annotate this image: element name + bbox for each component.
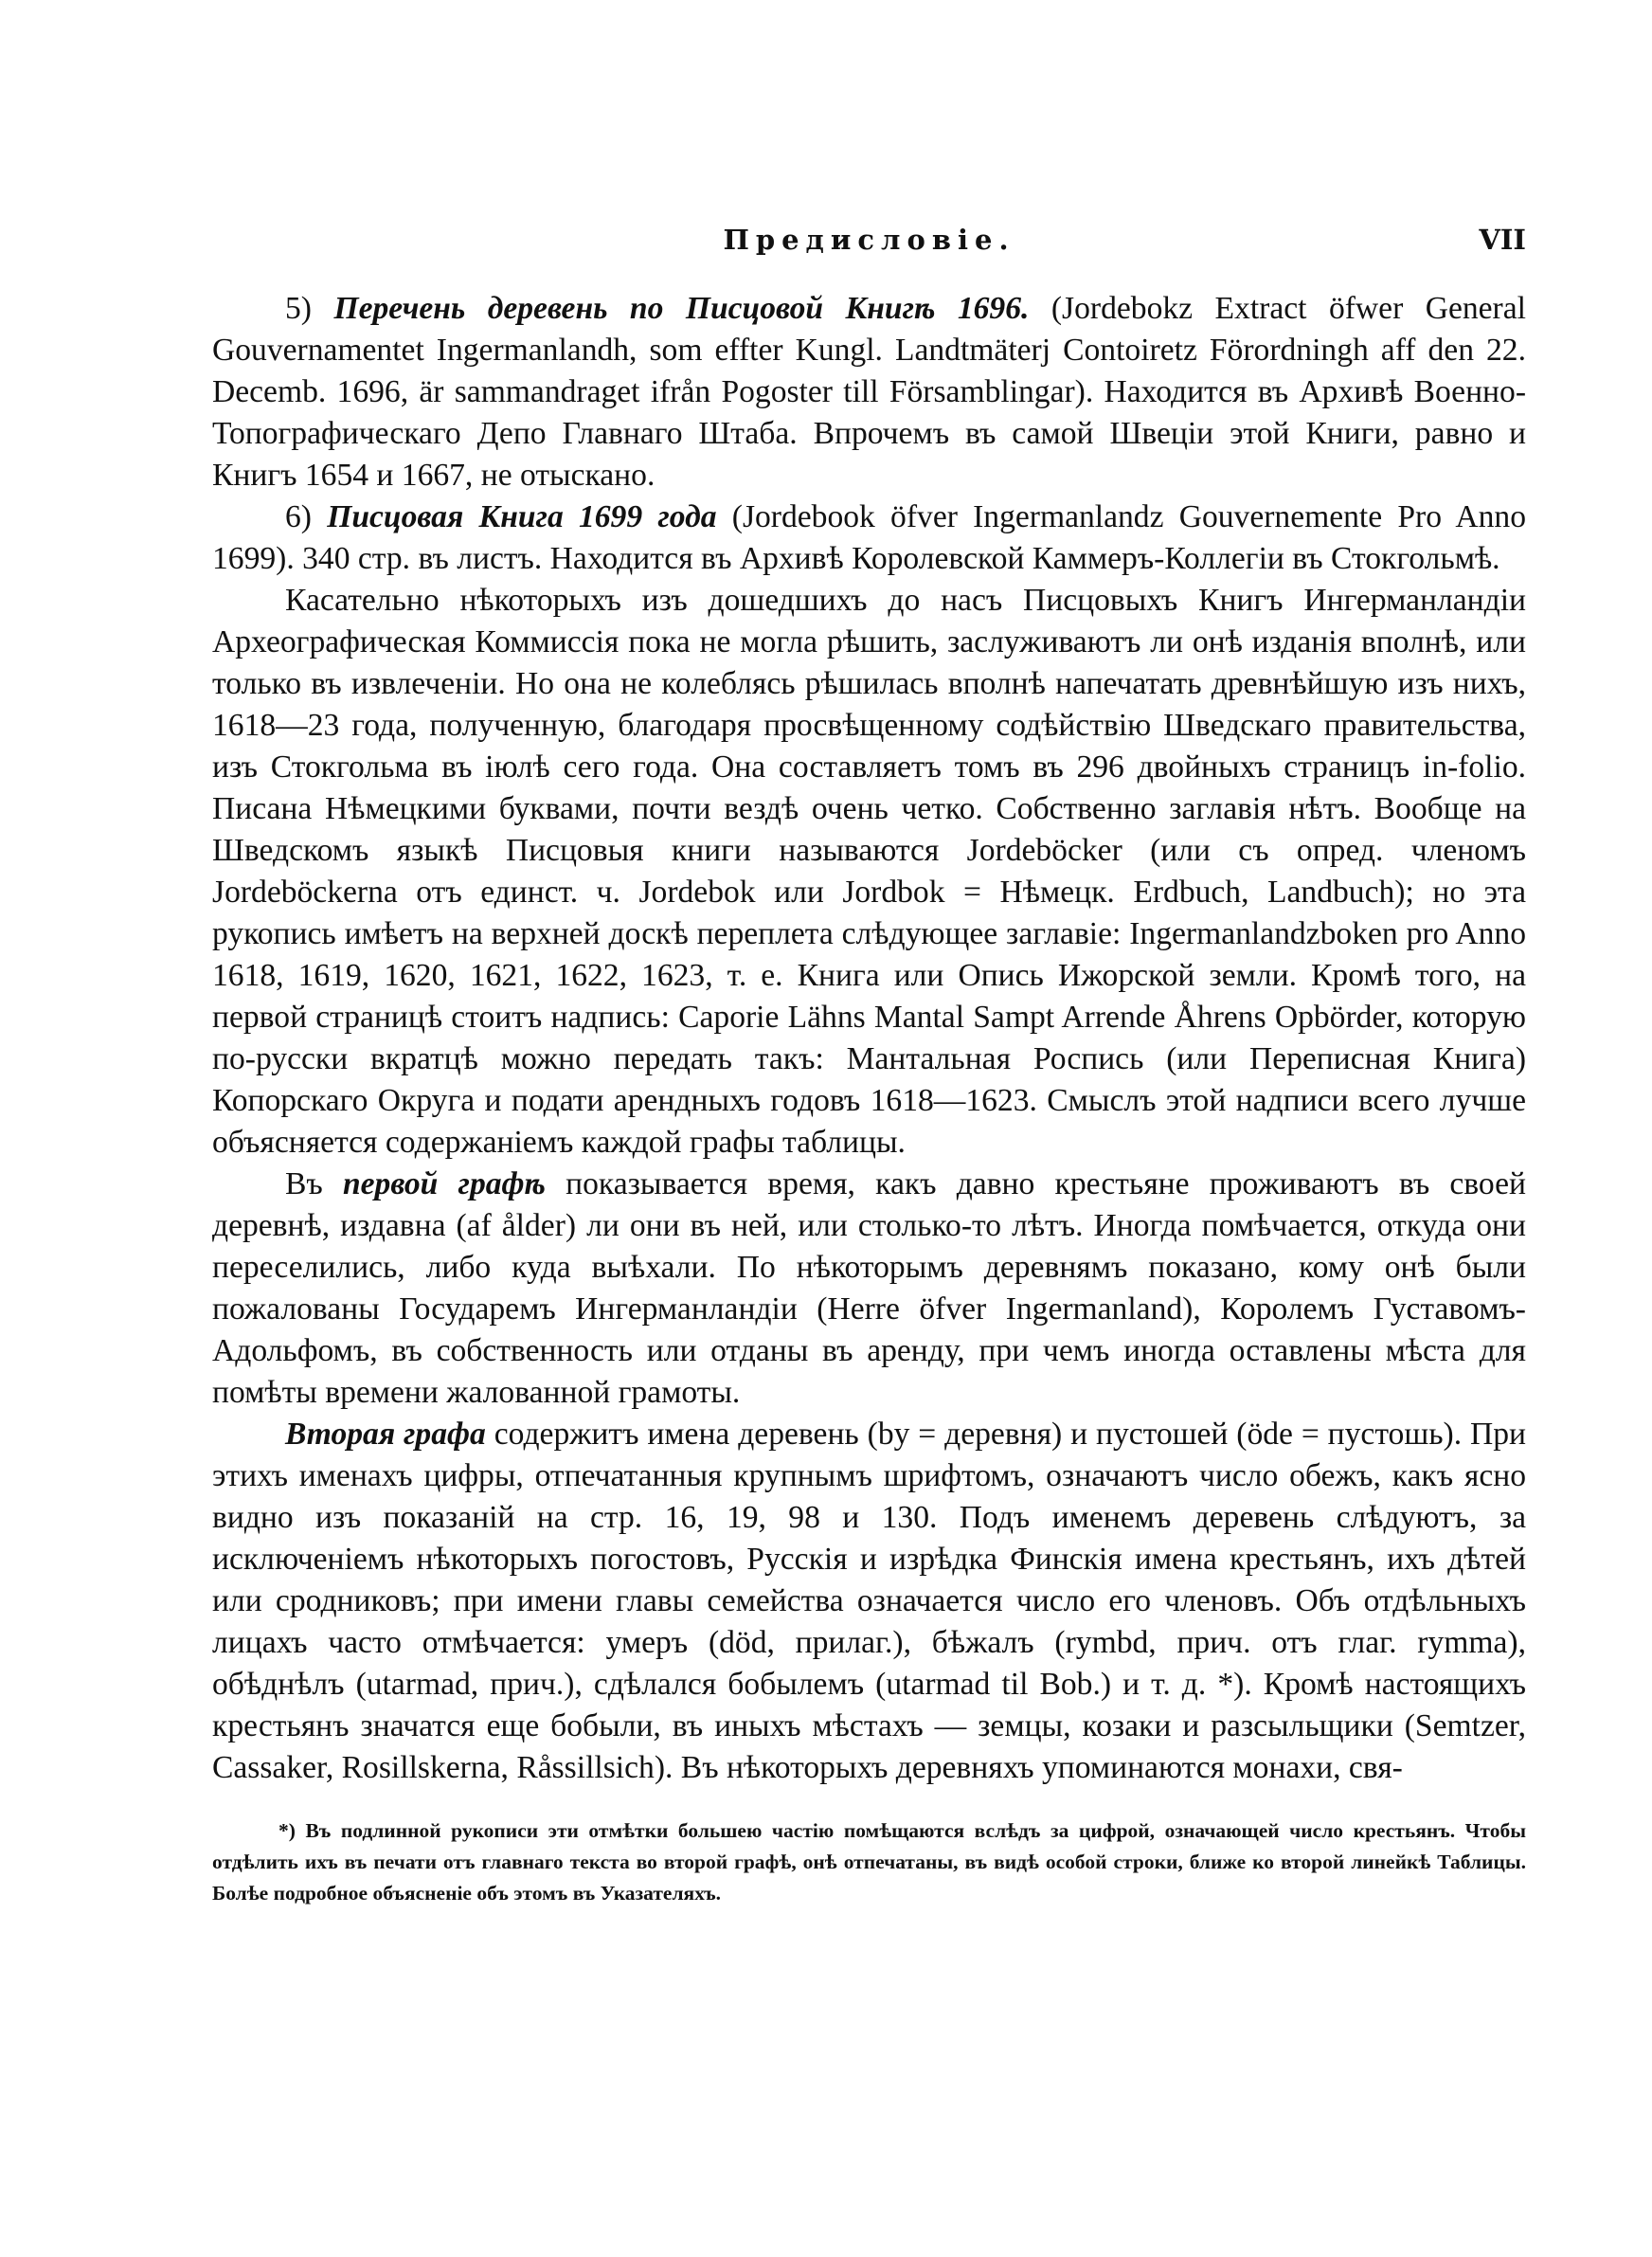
item-title: Писцовая Книга 1699 года [327,499,717,534]
paragraph-text: Касательно нѣкоторыхъ изъ дошедшихъ до насъ Писцовыхъ Книгъ Ингерманландіи Археографическая Коммиссія пока не могла рѣшить, заслуживаютъ ли онѣ изданія вполнѣ, или только въ извлеченіи. Но она не колеблясь рѣшилась вполнѣ напечатать древнѣйшую изъ нихъ, 1618—23 года, полученную, благодаря просвѣщенному содѣйствію Шведскаго правительства, изъ Стокгольма въ іюлѣ сего года. Она составляетъ томъ въ 296 двойныхъ страницъ in-folio. Писана Нѣмецкими буквами, почти вездѣ очень четко. Собственно заглавія нѣтъ. Вообще на Шведскомъ языкѣ Писцовыя книги называются Jordeböcker (или съ опред. членомъ Jordeböckerna отъ единст. ч. Jordebok или Jordbok = Нѣмецк. Erdbuch, Landbuch); но эта рукопись имѣетъ на верхней доскѣ переплета слѣдующее заглавіе: Ingermanlandzboken pro Anno 1618, 1619, 1620, 1621, 1622, 1623, т. е. Книга или Опись Ижорской земли. Кромѣ того, на первой страницѣ стоитъ надпись: Caporie Lähns Mantal Sampt Arrende Åhrens Opbörder, которую по-русски вкратцѣ можно передать такъ: Мантальная Роспись (или Переписная Книга) Копорскаго Округа и подати арендныхъ годовъ 1618—1623. Смыслъ этой надписи всего лучше объясняется содержаніемъ каждой графы таблицы. [212,583,1526,1160]
page [212,224,1526,1909]
paragraph-text: показывается время, какъ давно крестьяне проживаютъ въ своей деревнѣ, издавна (af ålder) ли они въ ней, или столько-то лѣтъ. Иногда помѣчается, откуда они переселились, либо куда выѣхали. По нѣкоторымъ деревнямъ показано, кому онѣ были пожалованы Государемъ Ингерманландіи (Herre öfver Ingermanland), Королемъ Густавомъ-Адольфомъ, въ собственность или отданы въ аренду, при чемъ иногда оставлены мѣста для помѣты времени жалованной грамоты. [212,1166,1526,1410]
running-header [212,224,1526,271]
column-title: первой графѣ [342,1166,546,1201]
paragraph-text: (Jordebokz Extract öfwer General Gouvernamentet Ingermanlandh, som effter Kungl. Landtmäterj Contoiretz Förordningh aff den 22. Decemb. 1696, är sammandraget ifrån Pogoster till Församblingar). Находится въ Архивѣ Военно-Топографическаго Депо Главнаго Штаба. Впрочемъ въ самой Швеціи этой Книги, равно и Книгъ 1654 и 1667, не отыскано. [212,291,1526,493]
item-title: Перечень деревень по Писцовой Книгѣ 1696. [333,291,1030,326]
column-title: Вторая графа [285,1417,486,1452]
item-number: 5) [285,291,312,326]
paragraph-manuscript-description [212,580,1526,1164]
paragraph-text: (Jordebook öfver Ingermanlandz Gouvernemente Pro Anno 1699). 340 стр. въ листъ. Находится въ Архивѣ Королевской Каммеръ-Коллегіи въ Стокгольмѣ. [212,499,1527,576]
item-number: 6) [285,499,312,534]
page-number: VII [1479,224,1526,256]
paragraph-item-5 [212,288,1526,497]
paragraph-second-column [212,1414,1526,1789]
paragraph-text: содержитъ имена деревень (by = деревня) и пустошей (öde = пустошь). При этихъ именахъ цифры, отпечатанныя крупнымъ шрифтомъ, означаютъ число обежъ, какъ ясно видно изъ показаній на стр. 16, 19, 98 и 130. Подъ именемъ деревень слѣдуютъ, за исключеніемъ нѣкоторыхъ погостовъ, Русскія и изрѣдка Финскія имена крестьянъ, ихъ дѣтей или сродниковъ; при имени главы семейства означается число его членовъ. Объ отдѣльныхъ лицахъ часто отмѣчается: умеръ (död, прилаг.), бѣжалъ (rymbd, прич. отъ глаг. rymma), обѣднѣлъ (utarmad, прич.), сдѣлался бобылемъ (utarmad til Bob.) и т. д. *). Кромѣ настоящихъ крестьянъ значатся еще бобыли, въ иныхъ мѣстахъ — земцы, козаки и разсыльщики (Semtzer, Cassaker, Rosillskerna, Råssillsich). Въ нѣкоторыхъ деревняхъ упоминаются монахи, свя- [212,1417,1526,1785]
main-text [212,288,1526,1789]
paragraph-lead: Въ [285,1166,323,1201]
footnote: *) Въ подлинной рукописи эти отмѣтки большею частію помѣщаются вслѣдъ за цифрой, означающей число крестьянъ. Чтобы отдѣлить ихъ въ печати отъ главнаго текста во второй графѣ, онѣ отпечатаны, въ видѣ особой строки, ближе ко второй линейкѣ Таблицы. Болѣе подробное объясненіе объ этомъ въ Указателяхъ. [212,1819,1526,1905]
footnotes [212,1815,1526,1909]
paragraph-item-6 [212,497,1526,580]
paragraph-first-column [212,1164,1526,1414]
header-title: Предисловіе. [723,224,1015,256]
